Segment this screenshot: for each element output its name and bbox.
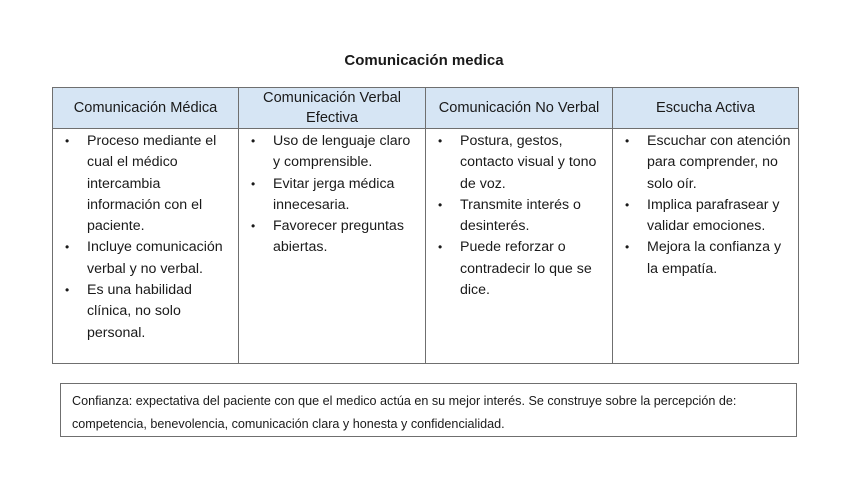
list-item-text: Favorecer preguntas abiertas. — [273, 218, 404, 256]
list-item — [59, 237, 232, 280]
list-item-text: Proceso mediante el cual el médico intercambia información con el paciente. — [87, 133, 217, 235]
bullet-icon: • — [625, 134, 630, 148]
bullet-list — [619, 131, 792, 280]
table-header-row — [53, 88, 799, 129]
bullet-icon: • — [65, 240, 70, 255]
list-item-text: Implica parafrasear y validar emociones. — [647, 196, 780, 235]
header-comunicacion-no-verbal: Comunicación No Verbal — [426, 88, 613, 129]
list-item-text: Incluye comunicación verbal y no verbal. — [87, 239, 223, 277]
list-item-text: Puede reforzar o contradecir lo que se dice. — [460, 239, 592, 299]
trust-note-text: Confianza: expectativa del paciente con que el medico actúa en su mejor interés. Se construye sobre la percepción de: competencia, benevolencia, comunicación clara y honesta y confidencialidad. — [72, 394, 737, 431]
bullet-list — [245, 131, 419, 259]
list-item-text: Escuchar con atención para comprender, no solo oír. — [647, 133, 791, 192]
cell-comunicacion-no-verbal — [426, 129, 613, 364]
bullet-icon: • — [251, 134, 256, 148]
header-comunicacion-medica: Comunicación Médica — [53, 88, 239, 129]
bullet-icon: • — [65, 134, 70, 148]
list-item-text: Mejora la confianza y la empatía. — [647, 239, 782, 277]
list-item — [59, 280, 232, 344]
list-item-text: Evitar jerga médica innecesaria. — [273, 175, 395, 213]
list-item — [245, 174, 419, 217]
bullet-icon: • — [625, 197, 630, 212]
header-escucha-activa: Escucha Activa — [613, 88, 799, 129]
table-row — [53, 129, 799, 364]
list-item — [245, 131, 419, 174]
header-comunicacion-verbal-efectiva: Comunicación Verbal Efectiva — [239, 88, 426, 129]
list-item-text: Transmite interés o desinterés. — [460, 196, 581, 235]
bullet-icon: • — [625, 240, 630, 255]
bullet-list — [432, 131, 606, 301]
list-item-text: Postura, gestos, contacto visual y tono de voz. — [460, 133, 597, 192]
list-item-text: Uso de lenguaje claro y comprensible. — [273, 133, 411, 171]
bullet-icon: • — [438, 134, 443, 148]
bullet-icon: • — [65, 283, 70, 298]
list-item — [432, 195, 606, 238]
document-title: Comunicación medica — [344, 52, 504, 69]
bullet-icon: • — [251, 176, 256, 191]
trust-note-box — [60, 383, 797, 437]
list-item — [59, 131, 232, 237]
cell-escucha-activa — [613, 129, 799, 364]
communication-table — [52, 87, 799, 364]
bullet-icon: • — [251, 219, 256, 234]
list-item — [619, 237, 792, 280]
list-item — [619, 131, 792, 195]
list-item — [245, 216, 419, 259]
cell-comunicacion-verbal-efectiva — [239, 129, 426, 364]
cell-comunicacion-medica — [53, 129, 239, 364]
list-item — [432, 237, 606, 301]
list-item — [432, 131, 606, 195]
bullet-icon: • — [438, 197, 443, 212]
list-item-text: Es una habilidad clínica, no solo personal. — [87, 282, 192, 341]
bullet-list — [59, 131, 232, 344]
list-item — [619, 195, 792, 238]
bullet-icon: • — [438, 240, 443, 255]
